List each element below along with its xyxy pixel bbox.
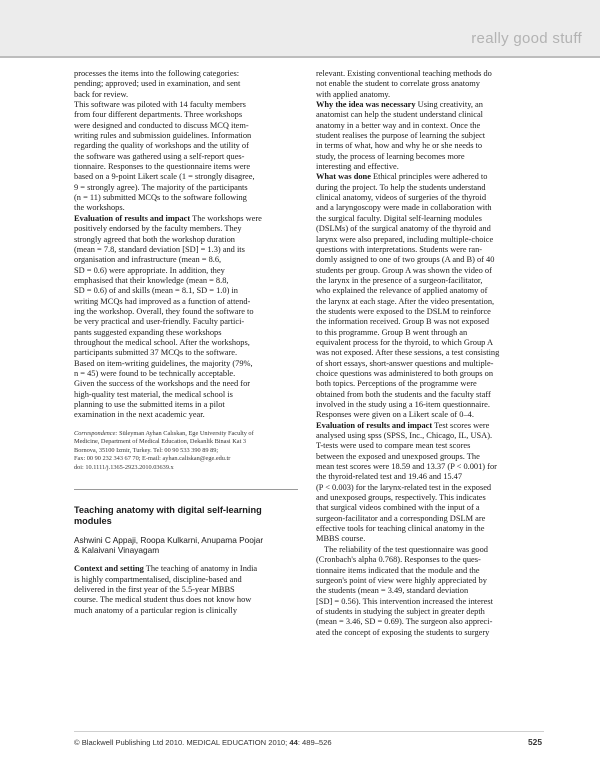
text-line: planning to use the submitted items in a pilot — [74, 400, 225, 409]
text-line: high-quality test material, the medical school is — [74, 389, 233, 399]
text-line: choice questions was administered to both groups on — [316, 368, 494, 378]
why-heading: Why the idea was necessary — [316, 100, 416, 110]
text-line: involved in the study using a 16-item questionnaire. — [316, 400, 490, 409]
reliability-text — [316, 545, 542, 638]
text-line: based on a 9-point Likert scale (1 = strongly disagree, — [74, 172, 255, 182]
correspondence-block — [74, 430, 298, 473]
text-line: the software was gathered using a self-report ques- — [74, 151, 245, 161]
text-line: the surgical faculty. Digital self-learning modules — [316, 213, 482, 223]
text-line: n = 45) were found to be technically acceptable. — [74, 368, 236, 378]
text-line: Based on item-writing guidelines, the majority (79%, — [74, 358, 253, 368]
text-line: the workshops. — [74, 203, 125, 213]
eval-paragraph-start — [316, 421, 542, 431]
header-band — [0, 0, 600, 56]
text-line: strongly agreed that both the workshop duration — [74, 234, 235, 244]
running-head: really good stuff — [471, 30, 582, 47]
eval-paragraph-start — [74, 214, 298, 224]
context-paragraph-start — [74, 564, 298, 574]
text-line: writing MCQs had improved as a function of attend- — [74, 296, 251, 306]
text-line: were designed and conducted to discuss MCQ item- — [74, 120, 249, 130]
text-line: the larynx in the presence of a surgeon-facilitator, — [316, 275, 483, 285]
footer-citation: © Blackwell Publishing Ltd 2010. MEDICAL EDUCATION 2010; 44: 489–526 — [74, 738, 332, 747]
what-paragraph-start — [316, 172, 542, 182]
text-line: pants suggested expanding these workshops — [74, 327, 222, 337]
article-title: Teaching anatomy with digital self-learning modules — [74, 504, 262, 527]
text-line: of short essays, short-answer questions and multiple- — [316, 358, 494, 368]
text-line: (n = 11) submitted MCQs to the software following — [74, 193, 247, 203]
text-line: with applied anatomy. — [316, 89, 391, 99]
text-line: domly assigned to one of two groups (A and B) of 40 — [316, 255, 495, 265]
context-first-line: The teaching of anatomy in India — [143, 564, 258, 574]
text-line: (DSLMs) of the surgical anatomy of the thyroid and — [316, 224, 491, 234]
text-line: during the project. To help the students understand — [316, 182, 486, 192]
text-line: be very practical and user-friendly. Faculty partici- — [74, 317, 245, 327]
eval-heading: Evaluation of results and impact — [316, 420, 433, 430]
text-line: larynx were also prepared, including multiple-choice — [316, 234, 494, 244]
text-line: obtained from both the students and the faculty staff — [316, 389, 491, 399]
text-line: participants submitted 37 MCQs to the software. — [74, 348, 238, 358]
text-line: study, the process of learning becomes more — [316, 151, 465, 161]
text-line: (P < 0.003) for the larynx-related test in the exposed — [316, 482, 492, 492]
text-line: anatomy in a better way and in context. Once the — [316, 120, 481, 130]
text-line: surgeon-facilitator and a corresponding DSLM are — [316, 513, 486, 523]
correspondence-line: Süleyman Ayhan Calıskan, Ege University Faculty of — [117, 429, 254, 437]
text-line: This software was piloted with 14 faculty members — [74, 100, 246, 110]
text-line: SD = 0.6) were appropriate. In addition, they — [74, 265, 225, 275]
page-number: 525 — [528, 737, 542, 747]
correspondence-line: Fax: 00 90 232 343 67 70; E-mail: ayhan.caliskan@ege.edu.tr — [74, 455, 231, 463]
context-text — [74, 575, 298, 616]
text-line: examination in the next academic year. — [74, 410, 205, 420]
text-line: students per group. Group A was shown the video of — [316, 265, 492, 275]
correspondence-label: Correspondence: — [74, 429, 118, 437]
text-line: (Cronbach's alpha 0.768). Responses to the ques- — [316, 555, 481, 565]
text-line: pending; approved; used in examination, and sent — [74, 79, 241, 89]
eval-text — [74, 224, 298, 421]
text-line: 9 = strongly agree). The majority of the participants — [74, 182, 248, 192]
text-line: T-tests were used to compare mean test scores — [316, 441, 471, 451]
text-line: the thyroid-related test and 19.46 and 15.47 — [316, 472, 463, 482]
text-line: emphasised that their knowledge (mean = 8.8, — [74, 275, 229, 285]
text-line: and a laryngoscopy were made in collaboration with — [316, 203, 492, 213]
left-column — [74, 69, 298, 616]
text-line: SD = 0.6) of and skills (mean = 8.1, SD = 1.0) in — [74, 286, 238, 296]
text-line: Given the success of the workshops and the need for — [74, 379, 251, 389]
text-line: surgeon's point of view were highly appreciated by — [316, 575, 487, 585]
correspondence-line: Bornova, 35100 Izmir, Turkey. Tel: 00 90 533 390 89 89; — [74, 446, 219, 454]
text-line: of students in studying the subject in greater depth — [316, 606, 485, 616]
text-line: Responses were given on a Likert scale of 0–4. — [316, 410, 474, 420]
text-line: questions with interpretations. Students were ran- — [316, 244, 483, 254]
text-line: throughout the medical school. After the workshops, — [74, 337, 250, 347]
text-line: interesting and effective. — [316, 162, 399, 172]
footer-divider — [74, 731, 544, 732]
text-line: clinical anatomy, videos of surgeries of the thyroid — [316, 193, 487, 203]
text-line: equivalent process for the thyroid, to which Group A — [316, 337, 493, 347]
text-line: the students (mean = 3.49, standard deviation — [316, 586, 469, 596]
what-first-line: Ethical principles were adhered to — [370, 172, 488, 182]
why-text — [316, 110, 542, 172]
text-line: [SD] = 0.56). This intervention increased the interest — [316, 596, 493, 606]
text-line: course. The medical student thus does not know how — [74, 595, 252, 605]
text-line: and unexposed groups, respectively. This indicates — [316, 493, 486, 503]
text-line: the information received. Group B was not exposed — [316, 317, 490, 327]
text-line: anatomist can help the student understand clinical — [316, 110, 483, 120]
text-line: to this programme. Group B went through an — [316, 327, 468, 337]
what-heading: What was done — [316, 172, 371, 182]
correspondence-line: Medicine, Department of Medical Education, Dekanlik Binasi Kat 3 — [74, 438, 247, 446]
text-line: tionnaire. Responses to the questionnaire items were — [74, 162, 251, 172]
text-line: processes the items into the following categories: — [74, 69, 240, 78]
text-line: The reliability of the test questionnaire was good — [324, 544, 488, 554]
volume-number: 44 — [289, 738, 298, 747]
workshop-text — [74, 69, 298, 214]
text-line: was not exposed. After these sessions, a test consisting — [316, 348, 500, 358]
text-line: tionnaire items indicated that the module and the — [316, 565, 480, 575]
text-line: not enable the student to correlate gross anatomy — [316, 79, 480, 89]
section-divider — [74, 489, 298, 490]
why-first-line: Using creativity, an — [415, 100, 483, 110]
text-line: effective tools for teaching clinical anatomy in the — [316, 524, 485, 534]
text-line: relevant. Existing conventional teaching methods do — [316, 69, 492, 78]
text-line: ing the workshop. Overall, they found the software to — [74, 306, 254, 316]
doi: doi: 10.1111/j.1365-2923.2010.03639.x — [74, 464, 174, 472]
text-line: analysed using spss (SPSS, Inc., Chicago, IL, USA). — [316, 431, 493, 441]
text-line: who explained the relevance of applied anatomy of — [316, 286, 488, 296]
text-line: student realises the purpose of learning the subject — [316, 131, 486, 141]
text-line: from four different departments. Three workshops — [74, 110, 243, 120]
why-paragraph-start — [316, 100, 542, 110]
text-line: positively endorsed by the faculty members. They — [74, 224, 242, 234]
text-line: writing rules and submission guidelines. Information — [74, 131, 252, 141]
eval-text — [316, 431, 542, 545]
text-line: (mean = 7.8, standard deviation [SD] = 1.3) and its — [74, 244, 245, 254]
text-line: the students were exposed to the DSLM to reinforce — [316, 306, 491, 316]
text-line: that surgical videos combined with the input of a — [316, 503, 480, 513]
text-line: is highly compartmentalised, discipline-based and — [74, 574, 242, 584]
context-continued-text — [316, 69, 542, 100]
eval-heading: Evaluation of results and impact — [74, 213, 191, 223]
text-line: organisation and infrastructure (mean = 8.6, — [74, 255, 222, 265]
text-line: mean test scores were 18.59 and 13.37 (P < 0.001) for — [316, 462, 497, 472]
text-line: delivered in the first year of the 5.5-year MBBS — [74, 584, 235, 594]
text-line: ated the concept of exposing the students to surgery — [316, 627, 490, 637]
text-line: MBBS course. — [316, 534, 366, 544]
text-line: both topics. Perceptions of the programme were — [316, 379, 477, 389]
right-column — [316, 69, 542, 638]
text-line: in terms of what, how and why he or she needs to — [316, 141, 483, 151]
eval-first-line: Test scores were — [432, 420, 490, 430]
what-text — [316, 183, 542, 421]
text-line: much anatomy of a particular region is clinically — [74, 605, 238, 615]
context-heading: Context and setting — [74, 564, 144, 574]
text-line: between the exposed and unexposed groups. The — [316, 451, 480, 461]
eval-first-line: The workshops were — [190, 213, 262, 223]
text-line: the larynx at each stage. After the video presentation, — [316, 296, 495, 306]
text-line: (mean = 3.46, SD = 0.69). The surgeon also appreci- — [316, 617, 493, 627]
header-divider — [0, 56, 600, 58]
authors: Ashwini C Appaji, Roopa Kulkarni, Anupama Poojar & Kalaivani Vinayagam — [74, 534, 264, 556]
text-line: back for review. — [74, 89, 129, 99]
text-line: regarding the quality of workshops and the utility of — [74, 141, 249, 151]
